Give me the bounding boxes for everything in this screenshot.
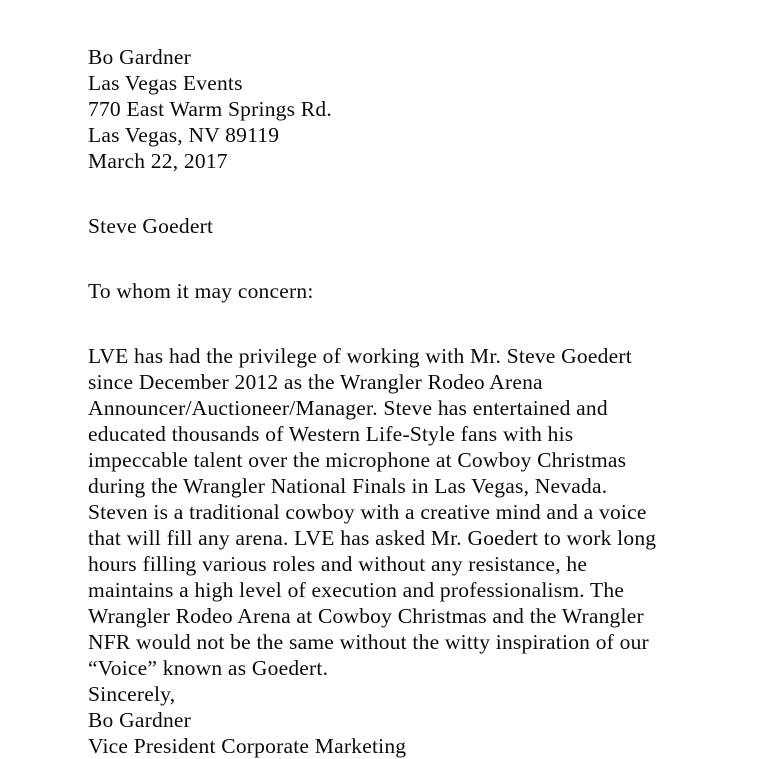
body-line: Wrangler Rodeo Arena at Cowboy Christmas and the Wrangler — [88, 604, 644, 628]
letter-body — [88, 44, 708, 759]
spacer — [88, 330, 708, 343]
sender-address-block — [88, 44, 708, 174]
body-paragraph — [88, 343, 708, 681]
body-line: during the Wrangler National Finals in Las Vegas, Nevada. — [88, 474, 608, 498]
letter-date: March 22, 2017 — [88, 149, 228, 173]
salutation-block — [88, 278, 708, 304]
salutation: To whom it may concern: — [88, 279, 314, 303]
body-line: Announcer/Auctioneer/Manager. Steve has entertained and — [88, 396, 608, 420]
spacer — [88, 239, 708, 265]
spacer — [88, 174, 708, 200]
body-line: NFR would not be the same without the witty inspiration of our — [88, 630, 649, 654]
sender-line: Las Vegas, NV 89119 — [88, 123, 280, 147]
closing-signature-block — [88, 681, 708, 759]
sender-line: 770 East Warm Springs Rd. — [88, 97, 332, 121]
body-line: since December 2012 as the Wrangler Rodeo Arena — [88, 370, 543, 394]
recipient-block — [88, 213, 708, 239]
signature-name: Bo Gardner — [88, 708, 192, 732]
body-line: Steven is a traditional cowboy with a creative mind and a voice — [88, 500, 647, 524]
closing-salutation: Sincerely, — [88, 682, 176, 706]
body-line: maintains a high level of execution and professionalism. The — [88, 578, 625, 602]
body-line: that will fill any arena. LVE has asked Mr. Goedert to work long — [88, 526, 657, 550]
sender-line: Las Vegas Events — [88, 71, 243, 95]
spacer — [88, 265, 708, 278]
body-line: impeccable talent over the microphone at Cowboy Christmas — [88, 448, 627, 472]
sender-line: Bo Gardner — [88, 45, 192, 69]
spacer — [88, 200, 708, 213]
signature-title: Vice President Corporate Marketing — [88, 734, 407, 758]
body-line: “Voice” known as Goedert. — [88, 656, 329, 680]
recipient-name: Steve Goedert — [88, 214, 214, 238]
body-line: hours filling various roles and without any resistance, he — [88, 552, 588, 576]
body-line: LVE has had the privilege of working with Mr. Steve Goedert — [88, 344, 632, 368]
spacer — [88, 304, 708, 330]
body-line: educated thousands of Western Life-Style fans with his — [88, 422, 574, 446]
